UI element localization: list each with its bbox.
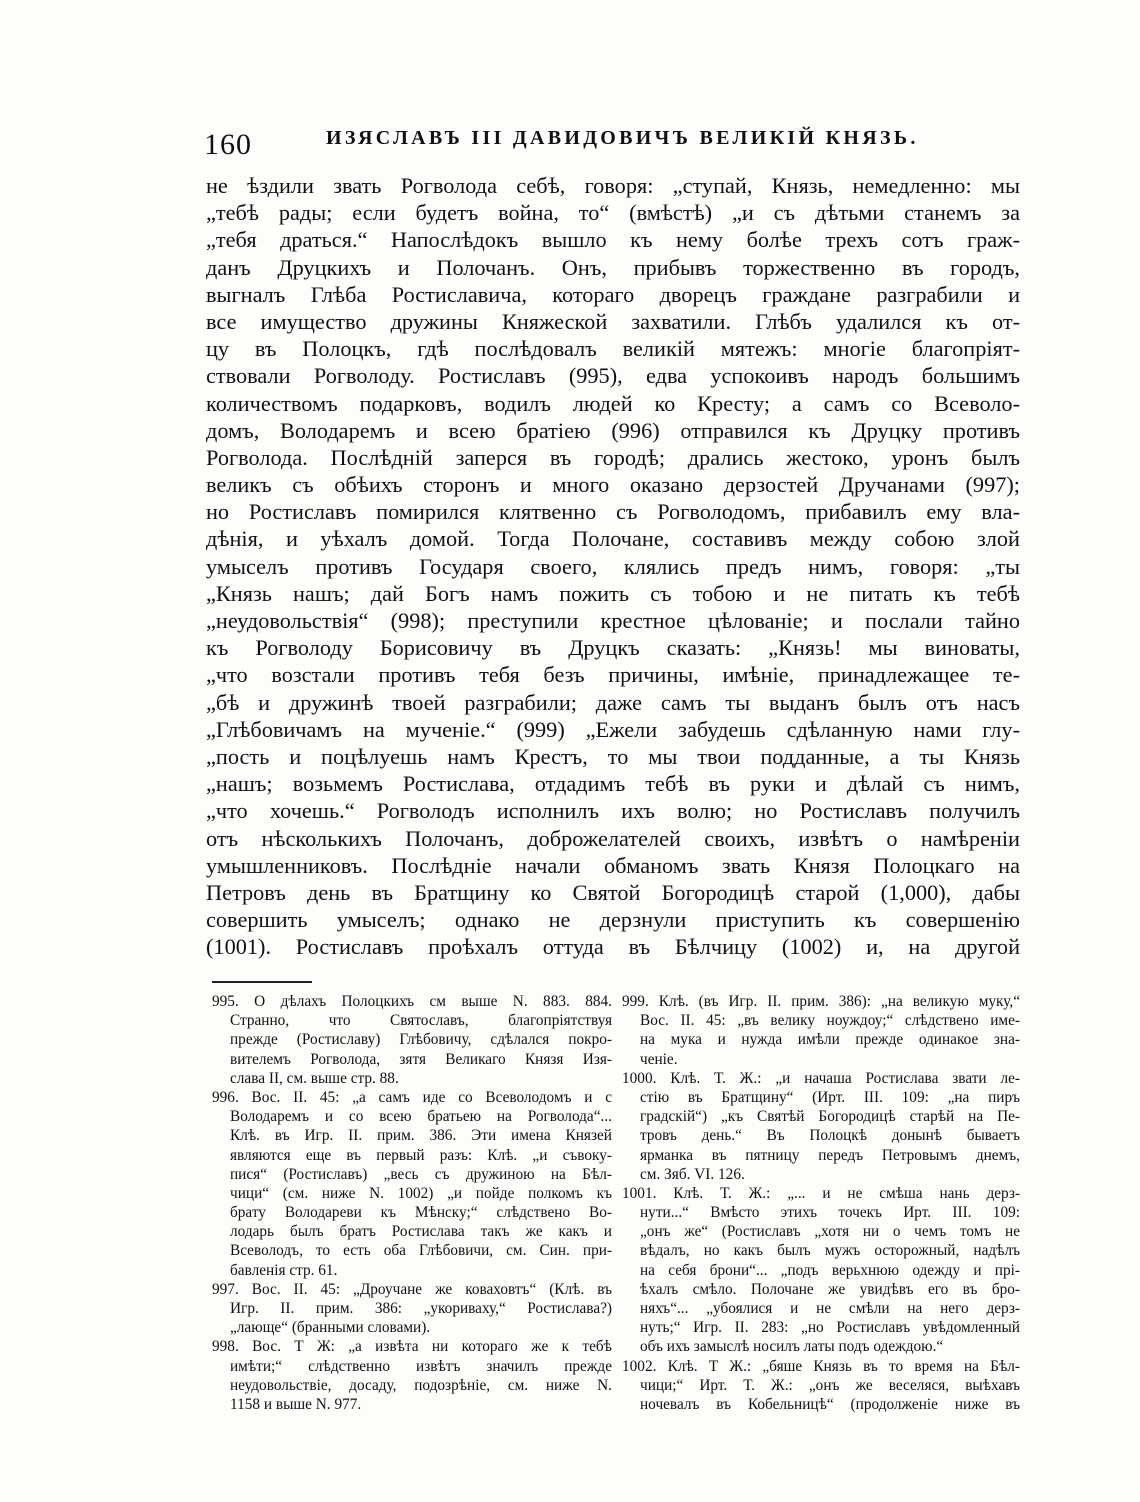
- footnote-line: Странно, что Святославъ, благопріятствуя: [230, 1012, 612, 1030]
- text-line: умыселъ противъ Государя своего, клялись предъ нимъ, говоря: „ты: [206, 553, 1020, 579]
- footnote-line: см. Зяб. VI. 126.: [640, 1165, 745, 1183]
- text-line: Петровъ день въ Братщину ко Святой Богородицѣ старой (1,000), дабы: [206, 879, 1020, 905]
- footnote-line: вителемъ Рогволода, зятя Великаго Князя Изя-: [230, 1050, 612, 1068]
- footnote-line: стію въ Братщину“ (Ирт. III. 109: „на пиръ: [640, 1088, 1020, 1106]
- text-line: „неудовольствія“ (998); преступили крестное цѣлованіе; и послали тайно: [206, 608, 1020, 633]
- text-line: все имущество дружины Княжеской захватили. Глѣбъ удалился къ от-: [206, 308, 1020, 334]
- footnote-line: Вос. II. 45: „въ велику ноуждоу;“ слѣдствено име-: [640, 1012, 1020, 1030]
- text-line: не ѣздили звать Рогволода себѣ, говоря: „ступай, Князь, немедленно: мы: [206, 173, 1020, 198]
- running-title: ИЗЯСЛАВЪ III ДАВИДОВИЧЪ ВЕЛИКІЙ КНЯЗЬ.: [326, 127, 919, 149]
- text-line: „бѣ и дружинѣ твоей разграбили; даже самъ ты выданъ былъ отъ насъ: [206, 689, 1020, 715]
- footnote-line: 996. Вос. II. 45: „а самъ иде со Всеволодомъ и с: [212, 1088, 612, 1106]
- footnote-line: „лающе“ (бранными словами).: [230, 1319, 431, 1337]
- footnote-line: 997. Вос. II. 45: „Дроучане же коваховтъ“ (Клѣ. въ: [212, 1280, 612, 1298]
- text-line: Рогволода. Послѣдній заперся въ городѣ; дрались жестоко, уронъ былъ: [206, 444, 1020, 470]
- text-line: „тебя драться.“ Напослѣдокъ вышло къ нему болѣе трехъ сотъ граж-: [206, 227, 1020, 253]
- footnote-line: ярманка въ пятницу передъ Петровымъ днемъ,: [640, 1146, 1020, 1164]
- text-line: но Ростиславъ помирился клятвенно съ Рогволодомъ, прибавилъ ему вла-: [206, 499, 1020, 525]
- text-line: „что возстали противъ тебя безъ причины, имѣніе, принадлежащее те-: [206, 662, 1020, 688]
- footnotes-right-column: [622, 992, 1020, 1414]
- text-line: совершить умыселъ; однако не дерзнули приступить къ совершенію: [206, 907, 1020, 933]
- footnote-line: 1001. Клѣ. Т. Ж.: „... и не смѣша нань дерз-: [622, 1184, 1020, 1202]
- text-line: „Глѣбовичамъ на мученіе.“ (999) „Ежели забудешь сдѣланную нами глу-: [206, 716, 1020, 742]
- footnote-line: нуть;“ Игр. II. 283: „но Ростиславъ увѣдомленный: [640, 1319, 1020, 1337]
- footnote-line: Всеволодъ, то есть оба Глѣбовичи, см. Син. при-: [230, 1242, 612, 1260]
- text-line: великъ съ обѣихъ сторонъ и много оказано дерзостей Дручанами (997);: [206, 472, 1020, 498]
- text-line: къ Рогволоду Борисовичу въ Друцкъ сказать: „Князь! мы виноваты,: [206, 635, 1020, 661]
- text-line: умышленниковъ. Послѣдніе начали обманомъ звать Князя Полоцкаго на: [206, 852, 1020, 878]
- text-line: домъ, Володаремъ и всею братіею (996) отправился къ Друцку противъ: [206, 417, 1020, 443]
- text-line: „пость и поцѣлуешь намъ Крестъ, то мы твои подданные, а ты Князь: [206, 743, 1020, 769]
- footnote-line: бавленія стр. 61.: [230, 1261, 338, 1279]
- footnote-line: „онъ же“ (Ростиславъ „хотя ни о чемъ томъ не: [640, 1223, 1020, 1241]
- footnote-line: на мука и нужда имѣли прежде одинакое зна-: [640, 1031, 1020, 1049]
- footnote-line: 1000. Клѣ. Т. Ж.: „и начаша Ростислава звати ле-: [622, 1069, 1020, 1087]
- text-line: (1001). Ростиславъ проѣхалъ оттуда въ Бѣлчицу (1002) и, на другой: [206, 934, 1020, 960]
- text-line: дѣнія, и уѣхалъ домой. Тогда Полочане, составивъ между собою злой: [206, 526, 1020, 552]
- footnote-line: нути...“ Вмѣсто этихъ точекъ Ирт. III. 109:: [640, 1204, 1020, 1222]
- text-line: „тебѣ рады; если будетъ война, то“ (вмѣстѣ) „и съ дѣтьми станемъ за: [206, 200, 1020, 226]
- footnote-divider: [212, 981, 312, 983]
- footnote-line: ѣхалъ смѣло. Полочане же увидѣвъ его въ бро-: [640, 1280, 1020, 1298]
- footnote-line: 995. О дѣлахъ Полоцкихъ см выше N. 883. 884.: [212, 993, 612, 1010]
- text-line: выгналъ Глѣба Ростиславича, котораго дворецъ граждане разграбили и: [206, 281, 1020, 307]
- text-line: количествомъ подарковъ, водилъ людей ко Кресту; а самъ со Всеволо-: [206, 390, 1020, 416]
- footnote-line: прежде (Ростиславу) Глѣбовичу, сдѣлался покро-: [230, 1031, 612, 1049]
- text-line: данъ Друцкихъ и Полочанъ. Онъ, прибывъ торжественно въ городъ,: [206, 254, 1020, 280]
- text-line: „нашъ; возьмемъ Ростислава, отдадимъ тебѣ въ руки и дѣлай съ нимъ,: [206, 771, 1020, 797]
- footnote-line: объ ихъ замыслѣ носилъ латы подъ одеждою.“: [640, 1338, 944, 1356]
- footnote-line: вѣдалъ, но какъ былъ мужъ осторожный, надѣлъ: [640, 1242, 1020, 1260]
- text-line: отъ нѣсколькихъ Полочанъ, доброжелателей своихъ, извѣтъ о намѣреніи: [206, 825, 1020, 851]
- footnote-line: ночевалъ въ Кобельницѣ“ (продолженіе ниже въ: [640, 1395, 1020, 1413]
- footnote-line: 1002. Клѣ. Т Ж.: „бяше Князь въ то время на Бѣл-: [622, 1357, 1020, 1375]
- footnote-line: лодарь былъ братъ Ростислава такъ же какъ и: [230, 1223, 612, 1241]
- footnote-line: имѣти;“ слѣдственно извѣтъ значилъ прежде: [230, 1357, 612, 1375]
- footnote-line: 999. Клѣ. (въ Игр. II. прим. 386): „на великую муку,“: [622, 993, 1020, 1010]
- footnote-line: Клѣ. въ Игр. II. прим. 386. Эти имена Князей: [230, 1127, 612, 1145]
- footnote-line: слава II, см. выше стр. 88.: [230, 1069, 399, 1087]
- footnote-line: 998. Вос. Т Ж: „а извѣта ни котораго же к тебѣ: [212, 1338, 612, 1356]
- footnote-line: брату Володареви къ Мѣнску;“ слѣдствено Во-: [230, 1204, 612, 1222]
- footnote-line: няхъ“... „убоялися и не смѣли на него дерз-: [640, 1300, 1020, 1317]
- footnote-line: чици;“ Ирт. Т. Ж.: „онъ же веселяся, выѣхавъ: [640, 1376, 1020, 1394]
- footnote-line: являются еще въ первый разъ: Клѣ. „и съвоку-: [230, 1146, 612, 1164]
- footnote-line: ченіе.: [640, 1050, 678, 1068]
- page-number: 160: [204, 128, 252, 161]
- text-line: „что хочешь.“ Рогволодъ исполнилъ ихъ волю; но Ростиславъ получилъ: [206, 798, 1020, 824]
- text-line: ствовали Рогволоду. Ростиславъ (995), едва успокоивъ народъ большимъ: [206, 363, 1020, 389]
- text-line: цу въ Полоцкъ, гдѣ послѣдовалъ великій мятежъ: многіе благопріят-: [206, 336, 1020, 362]
- footnote-line: на себя брони“... „подъ верьхнюю одежду и прі-: [640, 1261, 1020, 1279]
- footnotes-left-column: [212, 992, 612, 1414]
- footnote-line: чици“ (см. ниже N. 1002) „и пойде полкомъ къ: [230, 1184, 612, 1202]
- footnote-line: 1158 и выше N. 977.: [230, 1395, 362, 1413]
- footnote-line: градскій“) „къ Святѣй Богородицѣ старѣй на Пе-: [640, 1108, 1020, 1126]
- footnote-line: тровъ день.“ Въ Полоцкѣ донынѣ бываетъ: [640, 1127, 1020, 1145]
- footnote-line: неудовольствіе, досаду, подозрѣніе, см. ниже N.: [230, 1376, 612, 1394]
- footnote-line: пися“ (Ростиславъ) „весь съ дружиною на Бѣл-: [230, 1165, 612, 1183]
- footnote-line: Володаремъ и со всею братьею на Рогволода“...: [230, 1108, 612, 1126]
- text-line: „Князь нашъ; дай Богъ намъ пожить съ тобою и не питать къ тебѣ: [206, 580, 1020, 606]
- footnote-line: Игр. II. прим. 386: „укориваху,“ Ростислава?): [230, 1300, 612, 1317]
- main-text: [206, 172, 1020, 960]
